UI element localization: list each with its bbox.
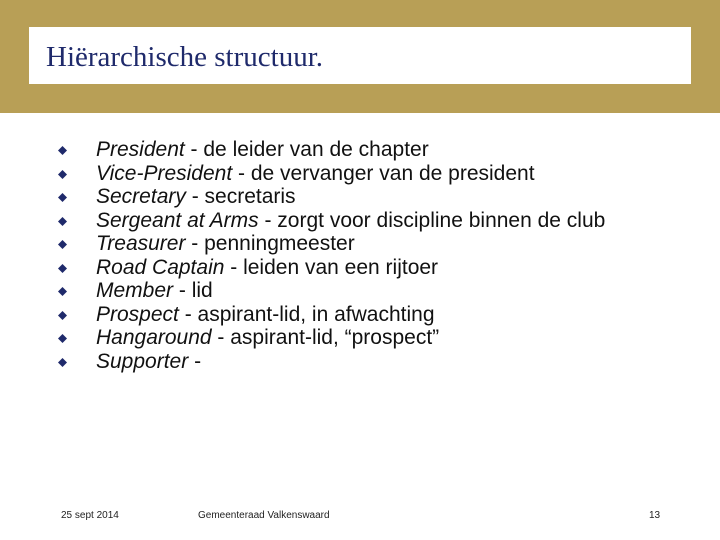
diamond-bullet-icon [58,311,67,320]
item-term: Member [96,279,174,302]
list-item [58,139,678,161]
diamond-bullet-icon [58,240,67,249]
item-term: Road Captain [96,255,225,279]
diamond-bullet-icon [58,217,67,226]
item-term: Treasurer [96,232,186,255]
item-term: Hangaround [96,326,212,349]
item-description: - secretaris [185,185,296,208]
list-item [58,233,678,255]
list-item [58,186,678,208]
item-description: - lid [173,279,213,302]
item-description: - leiden van een rijtoer [224,255,439,279]
item-description: - aspirant-lid, in afwachting [178,302,435,326]
footer-date: 25 sept 2014 [61,510,119,521]
list-item [58,327,678,349]
diamond-bullet-icon [58,193,67,202]
diamond-bullet-icon [58,287,67,296]
page-number: 13 [649,510,661,521]
list-item [58,163,678,185]
item-description: - [188,349,202,373]
item-term: Prospect [96,302,179,326]
item-description: - aspirant-lid, “prospect” [211,326,440,349]
diamond-bullet-icon [58,146,67,155]
item-description: - penningmeester [185,232,355,255]
diamond-bullet-icon [58,358,67,367]
item-term: Vice-President [96,161,233,185]
item-description: - zorgt voor discipline binnen de club [258,208,606,232]
item-description: - de vervanger van de president [232,161,535,185]
bullet-list [58,139,678,374]
slide-title: Hiërarchische structuur. [46,41,324,73]
diamond-bullet-icon [58,170,67,179]
footer-center-text: Gemeenteraad Valkenswaard [198,510,330,521]
item-term: Sergeant at Arms [96,208,259,232]
title-box [29,27,691,84]
list-item [58,257,678,279]
list-item [58,210,678,232]
item-term: President [96,138,185,161]
list-item [58,280,678,302]
item-term: Secretary [96,185,186,208]
list-item [58,351,678,373]
diamond-bullet-icon [58,264,67,273]
item-term: Supporter [96,349,189,373]
item-description: - de leider van de chapter [184,138,429,161]
list-item [58,304,678,326]
diamond-bullet-icon [58,334,67,343]
